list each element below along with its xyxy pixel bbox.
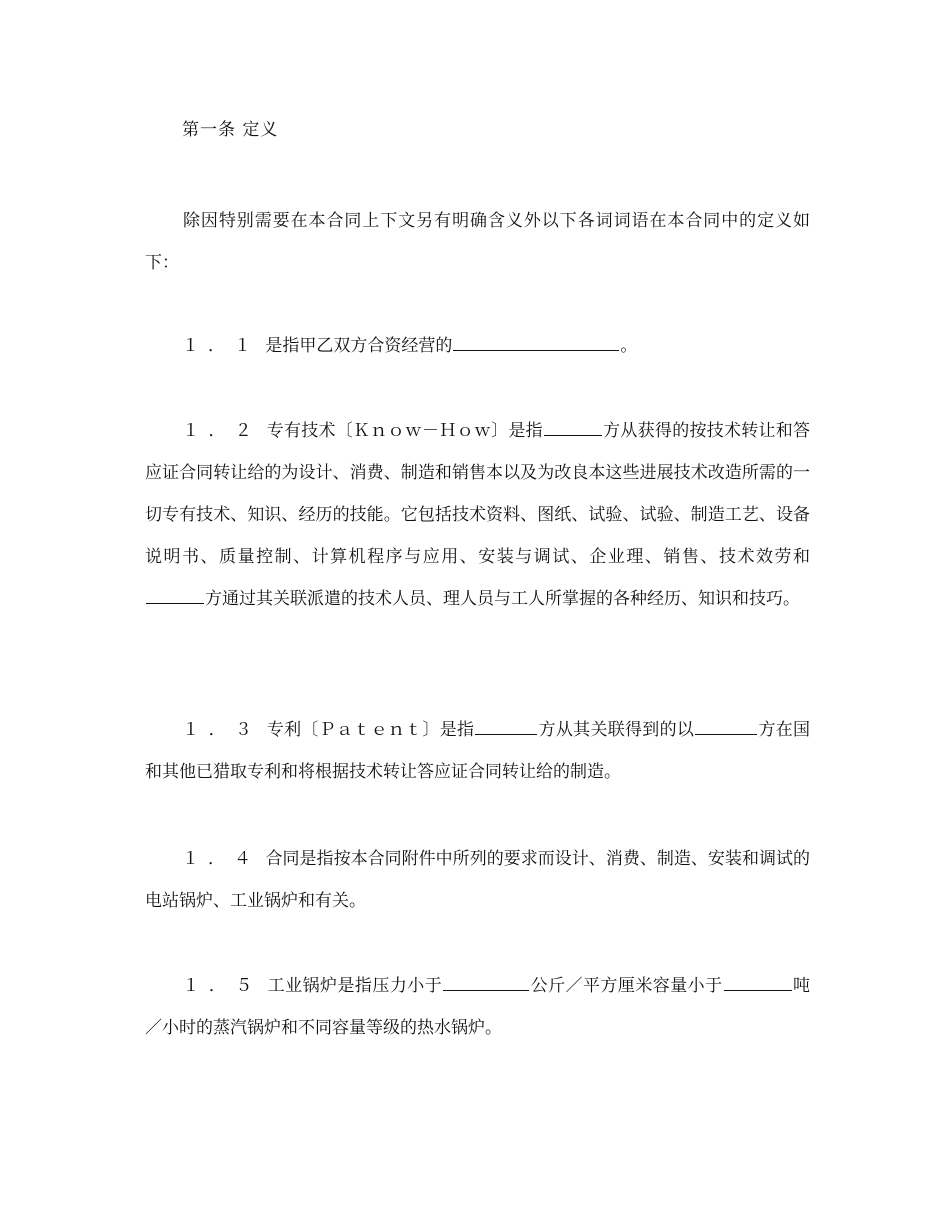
intro-paragraph <box>145 200 810 284</box>
clause-text: 。 <box>620 336 638 356</box>
clause-text: 公斤／平方厘米容量小于 <box>530 976 723 996</box>
fill-in-blank <box>695 717 757 735</box>
article-title: 第一条 定义 <box>182 120 279 140</box>
clause-number: １．１ <box>182 336 260 356</box>
clause-number: １．２ <box>182 421 262 441</box>
fill-in-blank <box>475 717 537 735</box>
fill-in-blank <box>146 586 204 604</box>
clause-text: 方通过其关联派遣的技术人员、理人员与工人所掌握的各种经历、知识和技巧。 <box>205 589 800 609</box>
clause-text: 专有技术〔Ｋｎｏｗ－Ｈｏｗ〕是指 <box>266 421 543 441</box>
clause-1-2 <box>145 410 810 620</box>
clause-text: 合同是指按本合同附件中所列的要求而设计、消费、制造、安装和调试的电站锅炉、工业锅炉和有关。 <box>145 849 811 911</box>
clause-number: １．４ <box>182 849 261 869</box>
clause-number: １．５ <box>182 976 262 996</box>
clause-1-5 <box>145 965 810 1049</box>
clause-text: 方从其关联得到的以 <box>538 720 695 740</box>
fill-in-blank <box>443 973 529 991</box>
fill-in-blank <box>724 973 792 991</box>
clause-text: 工业锅炉是指压力小于 <box>267 976 443 996</box>
fill-in-blank <box>453 333 619 351</box>
fill-in-blank <box>544 418 602 436</box>
clause-number: １．３ <box>182 720 262 740</box>
clause-1-1 <box>145 325 810 367</box>
clause-text: 方在国和其他已猎取专利和将根据技术转让答应证合同转让给的制造。 <box>145 720 811 782</box>
clause-text: 是指甲乙双方合资经营的 <box>265 336 453 356</box>
clause-text: 专利〔Ｐａｔｅｎｔ〕是指 <box>266 720 475 740</box>
clause-1-4 <box>145 838 810 922</box>
clause-text: 吨／小时的蒸汽锅炉和不同容量等级的热水锅炉。 <box>145 976 811 1038</box>
clause-1-3 <box>145 709 810 793</box>
intro-text: 除因特别需要在本合同上下文另有明确含义外以下各词词语在本合同中的定义如下： <box>145 211 810 273</box>
clause-text: 方从获得的按技术转让和答应证合同转让给的为设计、消费、制造和销售本以及为改良本这些进展技术改造所需的一切专有技术、知识、经历的技能。它包括技术资料、图纸、试验、试验、制造工艺、设备说明书、质量控制、计算机程序与应用、安装与调试、企业理、销售、技术效劳和 <box>145 421 811 567</box>
